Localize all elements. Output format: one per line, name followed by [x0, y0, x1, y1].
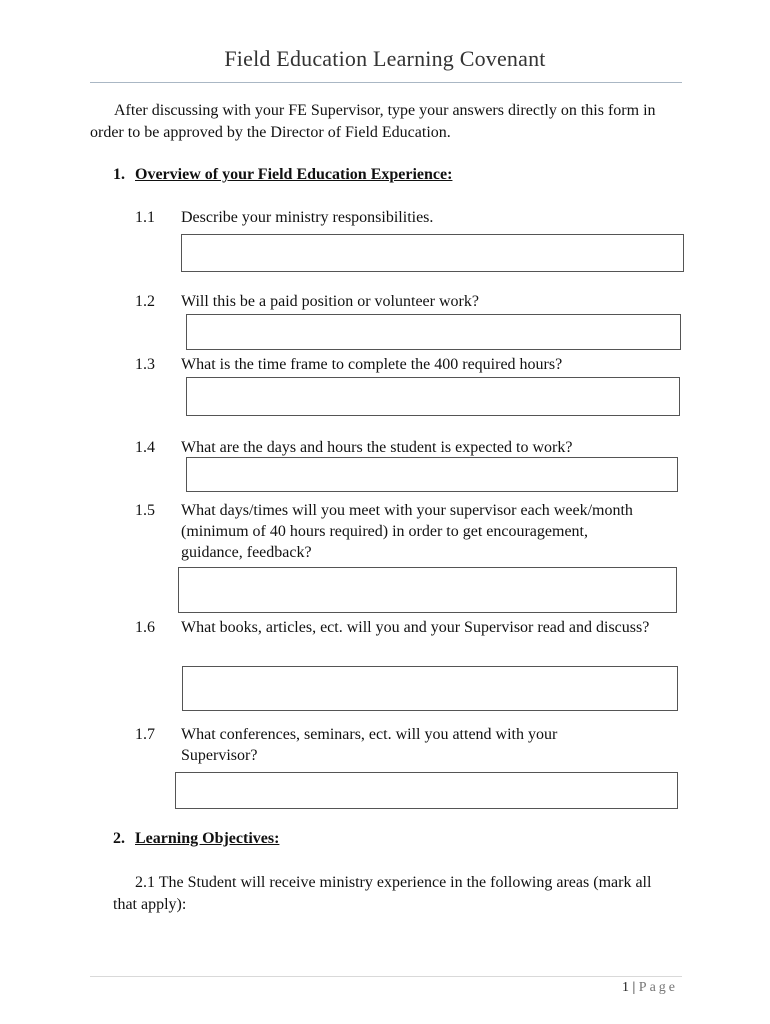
page-label: Page: [638, 980, 678, 995]
answer-field-1-7[interactable]: [175, 772, 678, 809]
question-text: What is the time frame to complete the 400 required hours?: [181, 356, 563, 373]
answer-field-1-5[interactable]: [178, 567, 677, 613]
page-separator: |: [632, 980, 636, 995]
question-text: What are the days and hours the student is expected to work?: [181, 439, 573, 456]
question-number: 1.2: [135, 293, 155, 310]
section-2-title: Learning Objectives:: [135, 830, 280, 847]
page-number: 1: [621, 980, 629, 995]
question-number: 1.5: [135, 502, 155, 519]
title-divider: [90, 82, 682, 83]
footer-divider: [90, 976, 682, 977]
question-text: What books, articles, ect. will you and your Supervisor read and discuss?: [181, 619, 650, 636]
page-footer: [622, 980, 678, 996]
question-number: 1.6: [135, 619, 155, 636]
section-1-title: Overview of your Field Education Experience:: [135, 166, 453, 183]
question-number: 1.3: [135, 356, 155, 373]
answer-field-1-3[interactable]: [186, 377, 680, 416]
question-text: What conferences, seminars, ect. will you attend with your Supervisor?: [181, 726, 558, 764]
objective-2-1: [113, 872, 673, 916]
section-2-number: 2.: [113, 830, 125, 847]
intro-paragraph: [90, 100, 690, 144]
question-text: What days/times will you meet with your supervisor each week/month (minimum of 40 hours required) in order to get encouragement, guidance, feedback?: [181, 502, 633, 561]
question-text: Describe your ministry responsibilities.: [181, 209, 434, 226]
section-1-number: 1.: [113, 166, 125, 183]
section-2-heading: [113, 830, 279, 848]
answer-field-1-1[interactable]: [181, 234, 684, 272]
section-1-heading: [113, 166, 452, 184]
question-number: 1.7: [135, 726, 155, 743]
answer-field-1-6[interactable]: [182, 666, 678, 711]
document-title: Field Education Learning Covenant: [224, 46, 546, 71]
intro-text: After discussing with your FE Supervisor, type your answers directly on this form in order to be approved by the Director of Field Education.: [90, 102, 656, 141]
question-text: Will this be a paid position or volunteer work?: [181, 293, 479, 310]
answer-field-1-4[interactable]: [186, 457, 678, 492]
answer-field-1-2[interactable]: [186, 314, 681, 350]
question-number: 1.4: [135, 439, 155, 456]
question-number: 1.1: [135, 209, 155, 226]
objective-2-1-text: 2.1 The Student will receive ministry experience in the following areas (mark all that apply):: [113, 874, 652, 913]
